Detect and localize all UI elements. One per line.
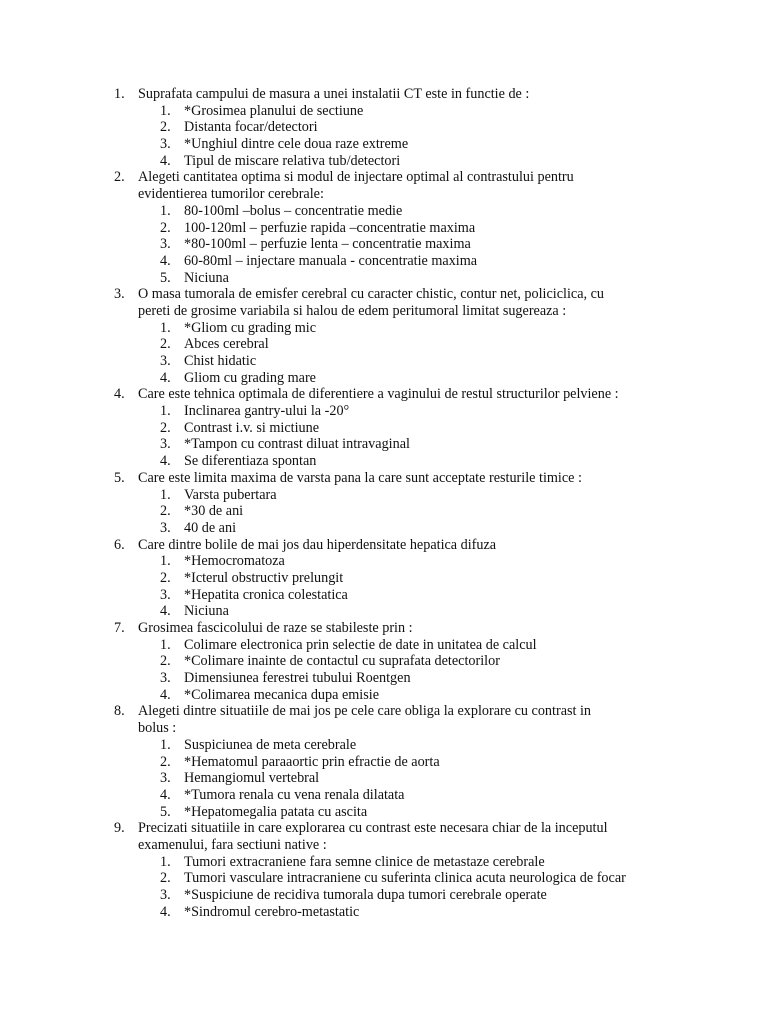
answer-option: [0, 420, 768, 437]
answer-number: 4.: [160, 603, 171, 620]
answer-text: Niciuna: [184, 603, 229, 620]
answer-text: Inclinarea gantry-ului la -20°: [184, 403, 350, 420]
question: [0, 820, 768, 920]
answer-option: [0, 854, 768, 871]
answer-text: Tipul de miscare relativa tub/detectori: [184, 152, 401, 169]
answer-text: *Hepatita cronica colestatica: [184, 586, 348, 603]
answer-number: 1.: [160, 553, 171, 570]
answer-option: [0, 103, 768, 120]
answer-number: 1.: [160, 102, 171, 119]
question-line: [0, 169, 768, 186]
answer-text: *Gliom cu grading mic: [184, 319, 316, 336]
answer-number: 3.: [160, 670, 171, 687]
question: [0, 86, 768, 169]
question-line: [0, 286, 768, 303]
answer-number: 1.: [160, 486, 171, 503]
answer-option: [0, 887, 768, 904]
question: [0, 386, 768, 469]
answer-option: [0, 487, 768, 504]
answer-option: [0, 503, 768, 520]
answer-option: [0, 453, 768, 470]
question-text: pereti de grosime variabila si halou de edem peritumoral limitat sugereaza :: [138, 302, 567, 319]
answer-number: 1.: [160, 319, 171, 336]
answer-option: [0, 804, 768, 821]
answer-text: Hemangiomul vertebral: [184, 770, 320, 787]
answer-text: 80-100ml –bolus – concentratie medie: [184, 202, 403, 219]
answer-number: 1.: [160, 736, 171, 753]
answer-text: Contrast i.v. si mictiune: [184, 419, 320, 436]
answer-text: Abces cerebral: [184, 336, 269, 353]
question-text: Grosimea fascicolului de raze se stabileste prin :: [138, 620, 413, 636]
question-text: examenului, fara sectiuni native :: [138, 836, 327, 853]
answer-number: 2.: [160, 219, 171, 236]
answer-number: 1.: [160, 202, 171, 219]
answer-number: 2.: [160, 569, 171, 586]
answer-option: [0, 203, 768, 220]
answer-text: *Icterul obstructiv prelungit: [184, 569, 344, 586]
question-number: 8.: [114, 703, 125, 720]
answer-option: [0, 520, 768, 537]
answer-option: [0, 553, 768, 570]
question-number: 2.: [114, 169, 125, 186]
answer-number: 3.: [160, 887, 171, 903]
answer-option: [0, 603, 768, 620]
answer-option: [0, 904, 768, 921]
answer-text: Suspiciunea de meta cerebrale: [184, 736, 357, 753]
answer-number: 2.: [160, 503, 171, 520]
question: [0, 286, 768, 386]
answer-number: 4.: [160, 369, 171, 386]
answer-text: Colimare electronica prin selectie de date in unitatea de calcul: [184, 636, 537, 653]
answer-number: 3.: [160, 136, 171, 153]
answer-text: *Sindromul cerebro-metastatic: [184, 903, 360, 920]
question-number: 7.: [114, 620, 125, 636]
question-line: [0, 703, 768, 720]
question-line: [0, 837, 768, 854]
answer-option: [0, 220, 768, 237]
question-text: Suprafata campului de masura a unei instalatii CT este in functie de :: [138, 86, 530, 102]
answer-text: *Suspiciune de recidiva tumorala dupa tumori cerebrale operate: [184, 887, 547, 903]
answer-text: Varsta pubertara: [184, 486, 277, 503]
answer-number: 3.: [160, 586, 171, 603]
answer-text: Tumori extracraniene fara semne clinice de metastaze cerebrale: [184, 853, 545, 870]
answer-option: [0, 687, 768, 704]
answer-number: 2.: [160, 753, 171, 770]
answer-number: 2.: [160, 119, 171, 136]
answer-text: Chist hidatic: [184, 353, 257, 369]
question-text: Care dintre bolile de mai jos dau hiperdensitate hepatica difuza: [138, 536, 497, 553]
answer-text: *Tampon cu contrast diluat intravaginal: [184, 436, 410, 453]
answer-text: 40 de ani: [184, 519, 237, 536]
answer-number: 1.: [160, 403, 171, 420]
answer-text: *Hepatomegalia patata cu ascita: [184, 803, 368, 820]
question-text: Alegeti dintre situatiile de mai jos pe cele care obliga la explorare cu contrast in: [138, 703, 592, 720]
answer-text: 100-120ml – perfuzie rapida –concentratie maxima: [184, 219, 476, 236]
question: [0, 470, 768, 537]
question-line: [0, 386, 768, 403]
answer-number: 1.: [160, 853, 171, 870]
answer-text: 60-80ml – injectare manuala - concentratie maxima: [184, 252, 478, 269]
answer-option: [0, 370, 768, 387]
answer-number: 2.: [160, 653, 171, 670]
answer-number: 5.: [160, 803, 171, 820]
answer-text: Dimensiunea ferestrei tubului Roentgen: [184, 670, 411, 687]
question-line: [0, 537, 768, 554]
answer-option: [0, 153, 768, 170]
answer-number: 4.: [160, 786, 171, 803]
question-text: Care este tehnica optimala de diferentiere a vaginului de restul structurilor pelviene :: [138, 386, 619, 403]
answer-option: [0, 436, 768, 453]
question: [0, 620, 768, 703]
answer-option: [0, 253, 768, 270]
question-text: Care este limita maxima de varsta pana la care sunt acceptate resturile timice :: [138, 469, 582, 486]
answer-option: [0, 353, 768, 370]
question-text: O masa tumorala de emisfer cerebral cu caracter chistic, contur net, policiclica, cu: [138, 286, 604, 303]
answer-option: [0, 270, 768, 287]
answer-number: 4.: [160, 252, 171, 269]
answer-option: [0, 336, 768, 353]
answer-option: [0, 737, 768, 754]
answer-number: 3.: [160, 236, 171, 253]
question-number: 9.: [114, 820, 125, 837]
question-line: [0, 720, 768, 737]
answer-option: [0, 653, 768, 670]
answer-number: 2.: [160, 336, 171, 353]
answer-option: [0, 119, 768, 136]
answer-number: 2.: [160, 870, 171, 887]
question-line: [0, 620, 768, 637]
question-line: [0, 303, 768, 320]
answer-option: [0, 403, 768, 420]
question-number: 4.: [114, 386, 125, 403]
question-number: 1.: [114, 86, 125, 102]
answer-number: 5.: [160, 269, 171, 286]
answer-text: *80-100ml – perfuzie lenta – concentratie maxima: [184, 236, 471, 253]
answer-number: 3.: [160, 519, 171, 536]
answer-number: 2.: [160, 419, 171, 436]
question-line: [0, 820, 768, 837]
answer-number: 4.: [160, 453, 171, 470]
answer-text: Distanta focar/detectori: [184, 119, 318, 136]
question-number: 6.: [114, 536, 125, 553]
answer-text: *Hemocromatoza: [184, 553, 285, 570]
answer-text: *Colimarea mecanica dupa emisie: [184, 686, 379, 703]
answer-text: *Hematomul paraaortic prin efractie de aorta: [184, 753, 440, 770]
question-text: bolus :: [138, 720, 177, 737]
question-list: [0, 86, 768, 920]
question-text: Precizati situatiile in care explorarea cu contrast este necesara chiar de la inceputul: [138, 820, 608, 837]
answer-option: [0, 320, 768, 337]
answer-text: *30 de ani: [184, 503, 244, 520]
answer-text: *Unghiul dintre cele doua raze extreme: [184, 136, 409, 153]
answer-text: *Grosimea planului de sectiune: [184, 102, 364, 119]
question-line: [0, 470, 768, 487]
answer-option: [0, 787, 768, 804]
answer-number: 4.: [160, 903, 171, 920]
question: [0, 169, 768, 286]
answer-option: [0, 587, 768, 604]
answer-text: *Tumora renala cu vena renala dilatata: [184, 786, 405, 803]
answer-text: *Colimare inainte de contactul cu suprafata detectorilor: [184, 653, 500, 670]
answer-text: Se diferentiaza spontan: [184, 453, 317, 470]
answer-number: 1.: [160, 636, 171, 653]
answer-option: [0, 670, 768, 687]
answer-option: [0, 870, 768, 887]
question-number: 3.: [114, 286, 125, 303]
question-line: [0, 186, 768, 203]
answer-number: 3.: [160, 770, 171, 787]
answer-option: [0, 754, 768, 771]
answer-text: Niciuna: [184, 269, 229, 286]
question-text: Alegeti cantitatea optima si modul de injectare optimal al contrastului pentru: [138, 169, 574, 186]
question: [0, 703, 768, 820]
answer-option: [0, 136, 768, 153]
answer-number: 4.: [160, 686, 171, 703]
answer-option: [0, 570, 768, 587]
question: [0, 537, 768, 620]
question-text: evidentierea tumorilor cerebrale:: [138, 186, 324, 203]
answer-text: Gliom cu grading mare: [184, 369, 316, 386]
answer-number: 4.: [160, 152, 171, 169]
answer-option: [0, 770, 768, 787]
answer-number: 3.: [160, 436, 171, 453]
answer-text: Tumori vasculare intracraniene cu suferinta clinica acuta neurologica de focar: [184, 870, 626, 887]
question-line: [0, 86, 768, 103]
question-number: 5.: [114, 469, 125, 486]
answer-number: 3.: [160, 353, 171, 369]
answer-option: [0, 236, 768, 253]
answer-option: [0, 637, 768, 654]
